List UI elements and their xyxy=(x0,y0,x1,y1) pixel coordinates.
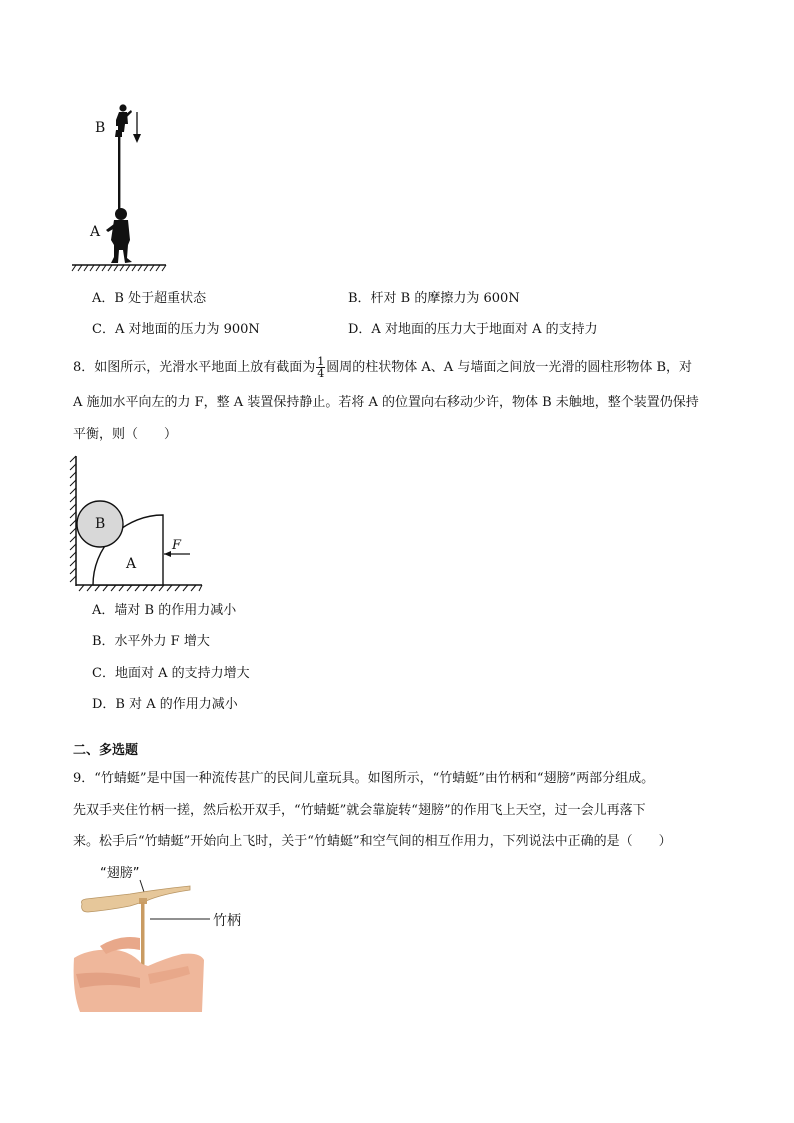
q9-stem-line1: 9．“竹蜻蜓”是中国一种流传甚广的民间儿童玩具。如图所示，“竹蜻蜓”由竹柄和“翅膀”两部分组成。 xyxy=(73,771,655,786)
section-title: 二、多选题 xyxy=(73,743,139,758)
q8-option-b[interactable]: B．水平外力 F 增大 xyxy=(92,634,210,649)
q7-option-b[interactable]: B．杆对 B 的摩擦力为 600N xyxy=(348,291,520,306)
q8-stem-text-before: 8．如图所示，光滑水平地面上放有截面为 xyxy=(73,360,316,375)
q8-stem-text-after: 圆周的柱状物体 A、A 与墙面之间放一光滑的圆柱形物体 B，对 xyxy=(326,360,693,375)
q8-option-a[interactable]: A．墙对 B 的作用力减小 xyxy=(92,603,237,618)
q8-stem-line3: 平衡，则（ ） xyxy=(73,427,178,442)
q9-figure xyxy=(70,874,240,1014)
q8-fig-label-f: F xyxy=(172,538,182,553)
person-a-silhouette xyxy=(106,208,132,263)
q7-option-a[interactable]: A．B 处于超重状态 xyxy=(92,291,207,306)
q8-fig-label-a: A xyxy=(126,556,137,572)
floor-hatching xyxy=(76,585,202,591)
fraction-numerator: 1 xyxy=(317,355,325,368)
q7-option-c[interactable]: C．A 对地面的压力为 900N xyxy=(92,322,260,337)
q7-label-a: A xyxy=(90,224,101,240)
q8-stem-line2: A 施加水平向左的力 F，整 A 装置保持静止。若将 A 的位置向右移动少许，物体 B 未触地，整个装置仍保持 xyxy=(73,395,699,410)
q7-option-d[interactable]: D．A 对地面的压力大于地面对 A 的支持力 xyxy=(348,322,598,337)
wing xyxy=(82,886,191,912)
q7-figure xyxy=(70,100,180,272)
q7-label-b: B xyxy=(95,120,106,136)
down-arrow-icon xyxy=(133,112,141,143)
fraction-denominator: 4 xyxy=(317,367,325,380)
q9-stem-line3: 来。松手后“竹蜻蜓”开始向上飞时，关于“竹蜻蜓”和空气间的相互作用力，下列说法中正确的是（ ） xyxy=(73,834,672,849)
climber-b-silhouette xyxy=(115,104,132,137)
wall-hatching xyxy=(70,456,76,586)
q9-label-wing: “翅膀” xyxy=(100,866,140,881)
q9-stem-line2: 先双手夹住竹柄一搓，然后松开双手，“竹蜻蜓”就会靠旋转“翅膀”的作用飞上天空，过一会儿再落下 xyxy=(73,803,646,818)
q8-stem-line1 xyxy=(73,356,692,380)
q8-option-d[interactable]: D．B 对 A 的作用力减小 xyxy=(92,697,238,712)
ground-hatching xyxy=(72,265,166,271)
q8-fig-label-b: B xyxy=(95,516,106,532)
quarter-fraction xyxy=(316,356,325,379)
q8-option-c[interactable]: C．地面对 A 的支持力增大 xyxy=(92,666,250,681)
q9-label-handle: 竹柄 xyxy=(213,913,241,929)
q8-figure xyxy=(68,452,208,592)
